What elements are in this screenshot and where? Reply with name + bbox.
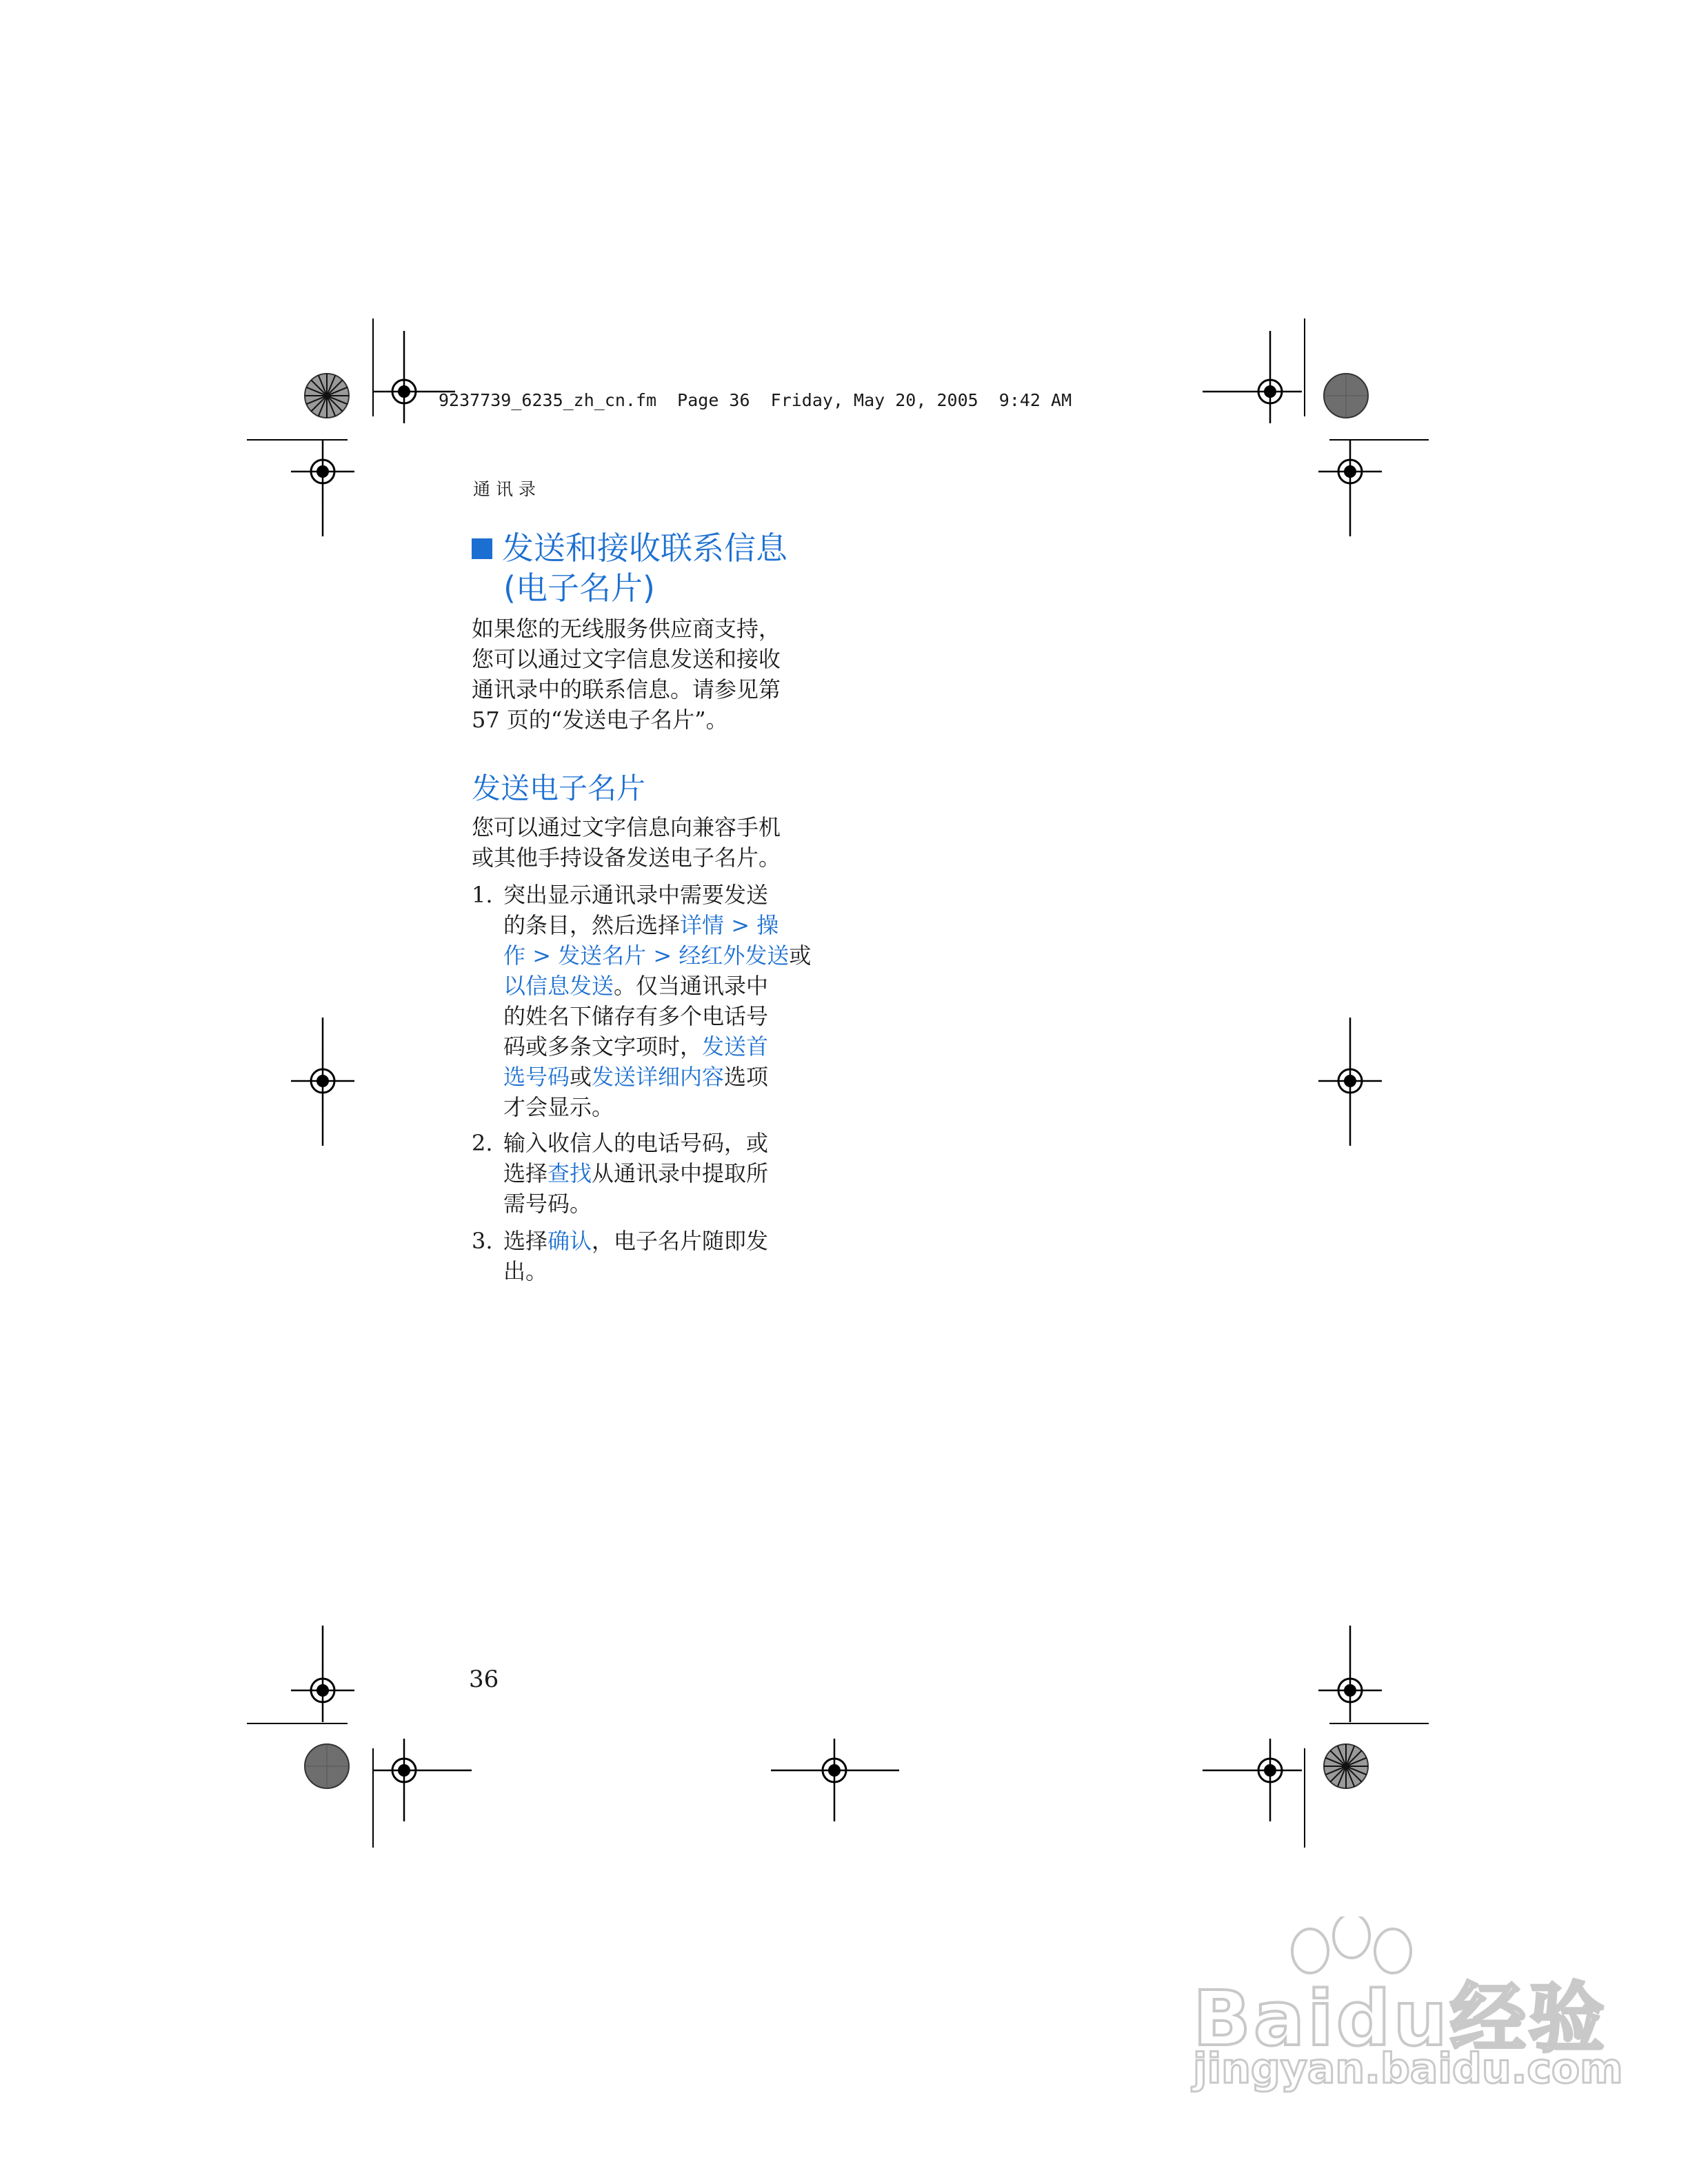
menu-link-search[interactable]: 查找: [547, 1160, 592, 1186]
running-head: 通讯录: [473, 479, 542, 499]
step-2: [472, 1128, 830, 1219]
text-run: 。仅当通讯录中: [614, 973, 769, 999]
menu-separator: >: [525, 942, 559, 969]
text-line: 需号码。: [503, 1191, 592, 1217]
text-run: 的条目，然后选择: [503, 912, 681, 938]
section-title-line1: 发送和接收联系信息: [502, 529, 787, 567]
text-run: 选择: [503, 1160, 548, 1186]
text-run: 从通讯录中提取所: [592, 1160, 769, 1186]
text-line: [503, 910, 830, 940]
text-run: ，电子名片随即发: [592, 1228, 769, 1254]
text-line: 出。: [503, 1258, 548, 1284]
subsection-title: 发送电子名片: [472, 771, 646, 805]
text-run: 选择: [503, 1228, 548, 1254]
step-number: 1.: [472, 882, 493, 908]
step-number: 3.: [472, 1228, 493, 1254]
page-number: 36: [469, 1666, 499, 1693]
watermark-brand-cn: 经验: [1449, 1974, 1607, 2063]
menu-link-options-part1[interactable]: 操: [756, 912, 779, 938]
menu-link-send-primary-part1[interactable]: 发送首: [702, 1033, 769, 1060]
step-number: 2.: [472, 1130, 493, 1156]
text-line: [503, 940, 830, 971]
text-line: 或其他手持设备发送电子名片。: [472, 845, 781, 871]
step-text: [503, 1128, 830, 1219]
text-line: [503, 1062, 830, 1092]
section-title: [472, 528, 858, 608]
menu-link-options-part2[interactable]: 作: [503, 942, 526, 969]
square-bullet-icon: [472, 538, 492, 559]
section-title-line2: (电子名片): [503, 569, 655, 607]
menu-link-send-primary-part2[interactable]: 选号码: [503, 1064, 570, 1090]
menu-link-details[interactable]: 详情: [680, 912, 725, 938]
menu-link-send-card[interactable]: 发送名片: [558, 942, 647, 969]
text-line: 通讯录中的联系信息。请参见第: [472, 676, 781, 702]
step-3: [472, 1226, 830, 1286]
text-run: 选项: [724, 1064, 769, 1090]
step-1: [472, 880, 830, 1122]
menu-link-send-details[interactable]: 发送详细内容: [592, 1064, 725, 1090]
text-line: 您可以通过文字信息向兼容手机: [472, 814, 781, 840]
watermark-url: jingyan.baidu.com: [1193, 2045, 1623, 2093]
step-text: [503, 880, 830, 1122]
text-line: [503, 1226, 830, 1256]
section-intro: [472, 614, 830, 735]
text-line: [503, 1158, 830, 1189]
text-run: 或: [570, 1064, 592, 1090]
menu-link-via-message[interactable]: 以信息发送: [503, 973, 614, 999]
text-line: 您可以通过文字信息发送和接收: [472, 646, 781, 672]
subsection-intro: [472, 812, 830, 873]
text-line: [503, 971, 830, 1001]
file-info-header: 9237739_6235_zh_cn.fm Page 36 Friday, May 20, 2005 9:42 AM: [439, 390, 1072, 410]
text-line: 才会显示。: [503, 1094, 614, 1120]
menu-separator: >: [724, 912, 757, 938]
text-line: 如果您的无线服务供应商支持，: [472, 616, 781, 642]
step-text: [503, 1226, 830, 1286]
menu-link-via-infrared[interactable]: 经红外发送: [679, 942, 790, 969]
text-run: 码或多条文字项时，: [503, 1033, 703, 1060]
watermark-brand-latin: Baidu: [1193, 1974, 1450, 2063]
menu-link-confirm[interactable]: 确认: [547, 1228, 592, 1254]
text-run: 或: [789, 942, 812, 969]
menu-separator: >: [646, 942, 679, 969]
text-line: 的姓名下储存有多个电话号: [503, 1003, 769, 1029]
text-line: 输入收信人的电话号码，或: [503, 1130, 769, 1156]
text-line: [503, 1031, 830, 1062]
text-line: 57 页的“发送电子名片”。: [472, 707, 728, 733]
text-line: 突出显示通讯录中需要发送: [503, 882, 769, 908]
